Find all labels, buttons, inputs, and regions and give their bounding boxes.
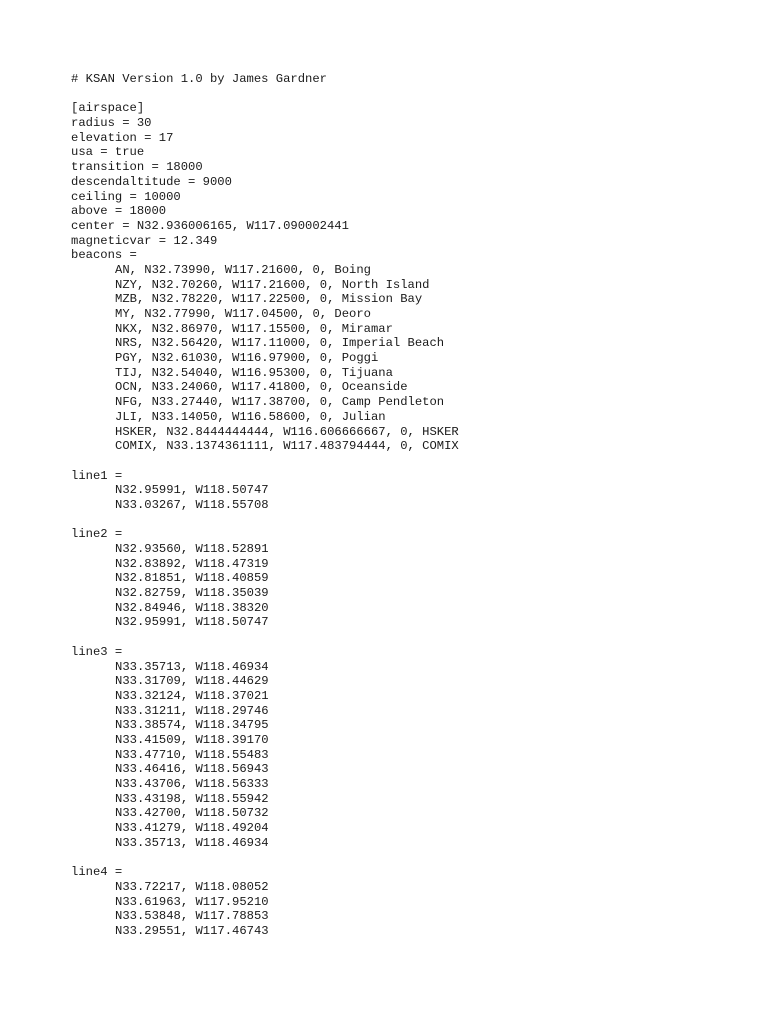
line4-point: N33.29551, W117.46743 bbox=[115, 923, 269, 938]
setting-magneticvar: magneticvar = 12.349 bbox=[71, 233, 218, 248]
beacons-label: beacons = bbox=[71, 248, 137, 263]
beacon-entry: AN, N32.73990, W117.21600, 0, Boing bbox=[115, 262, 371, 277]
line3-point: N33.41279, W118.49204 bbox=[115, 821, 269, 836]
airspace-section-header: [airspace] bbox=[71, 101, 145, 116]
beacon-entry: NZY, N32.70260, W117.21600, 0, North Island bbox=[115, 277, 430, 292]
setting-above: above = 18000 bbox=[71, 204, 167, 219]
document-text bbox=[71, 72, 751, 939]
beacon-entry: TIJ, N32.54040, W116.95300, 0, Tijuana bbox=[115, 365, 393, 380]
beacon-entry: NRS, N32.56420, W117.11000, 0, Imperial Beach bbox=[115, 336, 445, 351]
line3-point: N33.31709, W118.44629 bbox=[115, 674, 269, 689]
line1-point: N32.95991, W118.50747 bbox=[115, 483, 269, 498]
setting-elevation: elevation = 17 bbox=[71, 130, 174, 145]
setting-usa: usa = true bbox=[71, 145, 145, 160]
setting-descendaltitude: descendaltitude = 9000 bbox=[71, 174, 232, 189]
line2-point: N32.95991, W118.50747 bbox=[115, 615, 269, 630]
line3-point: N33.38574, W118.34795 bbox=[115, 718, 269, 733]
line2-point: N32.93560, W118.52891 bbox=[115, 542, 269, 556]
blank-line bbox=[71, 454, 751, 469]
line2-point: N32.82759, W118.35039 bbox=[115, 586, 269, 601]
setting-ceiling: ceiling = 10000 bbox=[71, 189, 181, 204]
line3-point: N33.43706, W118.56333 bbox=[115, 777, 269, 791]
beacon-entry: OCN, N33.24060, W117.41800, 0, Oceanside bbox=[115, 380, 408, 395]
beacon-entry: PGY, N32.61030, W116.97900, 0, Poggi bbox=[115, 351, 379, 366]
beacon-entry: NKX, N32.86970, W117.15500, 0, Miramar bbox=[115, 321, 393, 336]
beacon-entry: NFG, N33.27440, W117.38700, 0, Camp Pendleton bbox=[115, 395, 445, 410]
line1-point: N33.03267, W118.55708 bbox=[115, 497, 269, 512]
line3-point: N33.35713, W118.46934 bbox=[115, 659, 269, 674]
line4-point: N33.61963, W117.95210 bbox=[115, 894, 269, 909]
line3-point: N33.35713, W118.46934 bbox=[115, 835, 269, 850]
line3-point: N33.43198, W118.55942 bbox=[115, 791, 269, 806]
setting-center: center = N32.936006165, W117.090002441 bbox=[71, 218, 349, 233]
line2-point: N32.83892, W118.47319 bbox=[115, 556, 269, 571]
line3-point: N33.46416, W118.56943 bbox=[115, 762, 269, 777]
setting-transition: transition = 18000 bbox=[71, 160, 203, 175]
line3-point: N33.42700, W118.50732 bbox=[115, 806, 269, 821]
header-comment: # KSAN Version 1.0 by James Gardner bbox=[71, 72, 327, 86]
line2-point: N32.84946, W118.38320 bbox=[115, 600, 269, 615]
line4-point: N33.53848, W117.78853 bbox=[115, 909, 269, 924]
beacon-entry: MZB, N32.78220, W117.22500, 0, Mission Bay bbox=[115, 292, 423, 307]
blank-line bbox=[71, 87, 751, 102]
line3-point: N33.47710, W118.55483 bbox=[115, 747, 269, 762]
line3-label: line3 = bbox=[71, 644, 123, 659]
beacon-entry: HSKER, N32.8444444444, W116.606666667, 0, HSKER bbox=[115, 424, 459, 439]
setting-radius: radius = 30 bbox=[71, 116, 152, 131]
blank-line bbox=[71, 850, 751, 865]
beacon-entry: COMIX, N33.1374361111, W117.483794444, 0, COMIX bbox=[115, 439, 459, 454]
line2-label: line2 = bbox=[71, 527, 123, 542]
line3-point: N33.31211, W118.29746 bbox=[115, 703, 269, 718]
line4-label: line4 = bbox=[71, 865, 123, 880]
beacon-entry: JLI, N33.14050, W116.58600, 0, Julian bbox=[115, 409, 386, 424]
line3-point: N33.41509, W118.39170 bbox=[115, 732, 269, 747]
blank-line bbox=[71, 630, 751, 645]
line3-point: N33.32124, W118.37021 bbox=[115, 688, 269, 703]
line4-point: N33.72217, W118.08052 bbox=[115, 879, 269, 894]
beacon-entry: MY, N32.77990, W117.04500, 0, Deoro bbox=[115, 307, 371, 321]
line2-point: N32.81851, W118.40859 bbox=[115, 571, 269, 586]
blank-line bbox=[71, 513, 751, 528]
line1-label: line1 = bbox=[71, 468, 123, 483]
